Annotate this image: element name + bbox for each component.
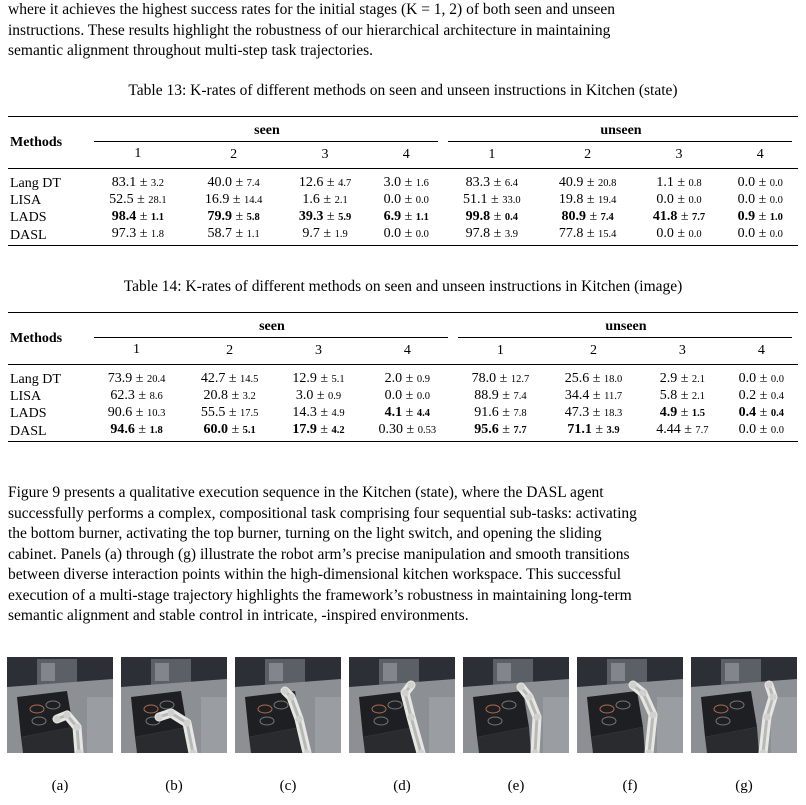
table-cell: 97.8 ± 3.9 — [465, 226, 518, 241]
table-row — [8, 405, 798, 422]
panel-label-a: (a) — [51, 778, 69, 794]
table-cell: 79.9 ± 5.8 — [207, 209, 260, 224]
cell-value: 1.1 — [656, 175, 674, 190]
cell-value: 0.0 — [656, 226, 674, 241]
cell-std: 0.4 — [770, 408, 784, 419]
panel-label-b: (b) — [165, 778, 183, 794]
table-cell: 71.1 ± 3.9 — [567, 422, 620, 437]
cell-value: 0.30 — [378, 422, 404, 437]
table-cell: 9.7 ± 1.9 — [302, 226, 348, 241]
body-line: between diverse interaction points within the high-dimensional kitchen workspace. This successful — [8, 566, 622, 583]
cell-value: 78.0 — [471, 371, 497, 386]
body-line: semantic alignment and stable control in intricate, -inspired environments. — [8, 607, 469, 624]
table-cell: 97.3 ± 1.8 — [111, 226, 165, 241]
cell-value: 90.6 — [107, 405, 133, 420]
table-cell: 0.0 ± 0.0 — [384, 388, 430, 403]
k-header: 1 — [133, 342, 141, 357]
cell-std: 1.5 — [691, 408, 706, 419]
table-cell: 2.0 ± 0.9 — [384, 371, 430, 386]
k-header: 4 — [757, 343, 765, 358]
k-header: 4 — [403, 343, 411, 358]
table-cell: 0.0 ± 0.0 — [656, 192, 702, 207]
table-cell: 4.9 ± 1.5 — [659, 405, 706, 420]
table-cell: 20.8 ± 3.2 — [203, 388, 256, 403]
cell-std: 1.1 — [246, 229, 260, 240]
cell-value: 99.8 — [465, 209, 491, 224]
cell-value: 83.3 — [465, 175, 491, 190]
cell-std: 12.7 — [510, 374, 530, 385]
body-paragraph — [8, 483, 798, 627]
k-header: 1 — [488, 147, 496, 162]
table-cell: 0.30 ± 0.53 — [378, 422, 437, 437]
cell-value: 3.0 — [383, 175, 402, 190]
intro-line: instructions. These results highlight the robustness of our hierarchical architecture in maintaining — [8, 21, 611, 39]
cell-value: 0.9 — [737, 209, 756, 224]
table-cell: 51.1 ± 33.0 — [463, 192, 521, 207]
k-header: 3 — [314, 343, 322, 358]
panel-e-image — [463, 657, 569, 753]
cell-std: 1.0 — [769, 212, 783, 223]
cell-std: 4.7 — [338, 178, 352, 189]
table-cell: 34.4 ± 11.7 — [564, 388, 623, 403]
cell-value: 3.0 — [295, 388, 314, 403]
cell-std: 0.8 — [688, 178, 702, 189]
cell-value: 9.7 — [302, 226, 320, 241]
k-header: 2 — [584, 147, 592, 162]
cell-std: 0.4 — [504, 212, 518, 223]
cell-value: 42.7 — [200, 371, 226, 386]
cell-value: 12.6 — [298, 175, 324, 190]
table-cell: 40.9 ± 20.8 — [558, 175, 617, 190]
table-cell: 2.9 ± 2.1 — [659, 371, 706, 386]
table-cell: 0.0 ± 0.0 — [656, 226, 702, 241]
cell-value: 0.2 — [738, 388, 757, 403]
cell-std: 4.2 — [331, 425, 345, 436]
cell-value: 0.0 — [383, 192, 402, 207]
cell-std: 1.8 — [150, 229, 165, 240]
table-cell: 4.1 ± 4.4 — [384, 405, 430, 420]
table-row — [8, 422, 798, 442]
table-cell: 60.0 ± 5.1 — [203, 422, 256, 437]
cell-std: 7.7 — [695, 425, 709, 436]
table-row — [8, 226, 798, 246]
body-line: Figure 9 presents a qualitative execution sequence in the Kitchen (state), where the DASL agent — [8, 484, 604, 501]
table-cell: 16.9 ± 14.4 — [204, 192, 263, 207]
cell-value: 88.9 — [474, 388, 499, 403]
table-cell: 78.0 ± 12.7 — [471, 371, 530, 386]
method-name: LADS — [10, 405, 47, 421]
table-13-caption: Table 13: K-rates of different methods on seen and unseen instructions in Kitchen (state) — [128, 82, 678, 99]
panel-f-image — [577, 657, 683, 753]
cell-std: 20.8 — [598, 178, 617, 189]
k-header: 4 — [756, 147, 764, 162]
table-cell: 55.5 ± 17.5 — [200, 405, 259, 420]
group-header-seen: seen — [90, 117, 444, 143]
table-cell: 0.2 ± 0.4 — [738, 388, 784, 403]
cell-std: 0.0 — [769, 229, 783, 240]
table-cell: 14.3 ± 4.9 — [292, 405, 345, 420]
cell-value: 77.8 — [558, 226, 584, 241]
table-cell: 19.8 ± 19.4 — [558, 192, 617, 207]
cell-std: 0.0 — [415, 229, 429, 240]
cell-std: 7.4 — [513, 391, 527, 402]
table-cell: 83.3 ± 6.4 — [465, 175, 518, 190]
table-cell: 98.4 ± 1.1 — [111, 209, 165, 224]
k-header: 3 — [678, 343, 686, 358]
table-cell: 0.0 ± 0.0 — [737, 175, 783, 190]
cell-std: 5.9 — [338, 212, 352, 223]
panel-b-image — [121, 657, 227, 753]
table-cell: 40.0 ± 7.4 — [207, 175, 260, 190]
panel-label-e: (e) — [507, 778, 525, 794]
table-14 — [8, 312, 798, 442]
methods-header: Methods — [8, 117, 90, 169]
cell-value: 16.9 — [204, 192, 230, 207]
cell-std: 2.1 — [691, 374, 706, 385]
table-cell: 0.0 ± 0.0 — [737, 192, 783, 207]
cell-std: 0.0 — [769, 178, 783, 189]
cell-std: 1.9 — [334, 229, 348, 240]
panel-g-image — [691, 657, 797, 753]
cell-std: 0.53 — [417, 425, 437, 436]
method-name: Lang DT — [10, 371, 61, 387]
k-header: 2 — [226, 343, 234, 358]
cell-value: 0.0 — [656, 192, 674, 207]
cell-value: 58.7 — [207, 226, 232, 241]
cell-value: 51.1 — [463, 192, 488, 207]
table-cell: 99.8 ± 0.4 — [465, 209, 518, 224]
table-cell: 94.6 ± 1.8 — [110, 422, 163, 437]
cell-value: 52.5 — [109, 192, 134, 207]
cell-value: 98.4 — [111, 209, 137, 224]
cell-std: 4.9 — [331, 408, 345, 419]
cell-value: 5.8 — [659, 388, 678, 403]
cell-value: 47.3 — [564, 405, 590, 420]
cell-value: 95.6 — [474, 422, 499, 437]
cell-value: 2.9 — [659, 371, 678, 386]
methods-header: Methods — [8, 313, 90, 365]
panel-d-image — [349, 657, 455, 753]
panel-label-g: (g) — [735, 778, 753, 794]
cell-value: 55.5 — [200, 405, 226, 420]
table-cell: 95.6 ± 7.7 — [474, 422, 527, 437]
cell-std: 5.1 — [242, 425, 256, 436]
cell-value: 97.8 — [465, 226, 491, 241]
cell-std: 0.0 — [688, 229, 702, 240]
table-cell: 17.9 ± 4.2 — [292, 422, 345, 437]
cell-value: 83.1 — [111, 175, 137, 190]
cell-value: 40.0 — [207, 175, 232, 190]
table-cell: 5.8 ± 2.1 — [659, 388, 706, 403]
cell-std: 7.7 — [513, 425, 527, 436]
cell-std: 1.1 — [415, 212, 429, 223]
intro-line: where it achieves the highest success rates for the initial stages (K = 1, 2) of both seen and unseen — [8, 1, 616, 18]
table-cell: 12.9 ± 5.1 — [292, 371, 345, 386]
cell-value: 17.9 — [292, 422, 317, 437]
cell-value: 80.9 — [561, 209, 586, 224]
table-cell: 83.1 ± 3.2 — [111, 175, 165, 190]
panel-label-f: (f) — [622, 778, 638, 794]
panel-label-d: (d) — [393, 778, 411, 794]
cell-value: 6.9 — [383, 209, 402, 224]
table-cell: 0.9 ± 1.0 — [737, 209, 783, 224]
panel-c-image — [235, 657, 341, 753]
cell-std: 1.6 — [415, 178, 429, 189]
table-cell: 88.9 ± 7.4 — [474, 388, 527, 403]
table-cell: 3.0 ± 1.6 — [383, 175, 429, 190]
table-cell: 39.3 ± 5.9 — [298, 209, 352, 224]
k-header: 3 — [321, 147, 329, 162]
cell-value: 25.6 — [564, 371, 590, 386]
table-14-caption: Table 14: K-rates of different methods on seen and unseen instructions in Kitchen (image) — [123, 278, 683, 295]
cell-value: 41.8 — [652, 209, 678, 224]
cell-std: 2.1 — [691, 391, 706, 402]
cell-std: 7.4 — [600, 212, 614, 223]
table-cell: 47.3 ± 18.3 — [564, 405, 623, 420]
cell-value: 71.1 — [567, 422, 592, 437]
table-cell: 91.6 ± 7.8 — [474, 405, 527, 420]
cell-value: 20.8 — [203, 388, 228, 403]
cell-value: 4.44 — [656, 422, 681, 437]
k-header: 2 — [230, 147, 238, 162]
table-row — [8, 365, 798, 389]
cell-value: 40.9 — [558, 175, 584, 190]
method-name: LADS — [10, 209, 47, 225]
cell-value: 91.6 — [474, 405, 499, 420]
cell-value: 34.4 — [564, 388, 590, 403]
k-header: 1 — [496, 343, 504, 358]
table-cell: 12.6 ± 4.7 — [298, 175, 352, 190]
cell-std: 18.0 — [603, 374, 623, 385]
cell-std: 7.8 — [513, 408, 527, 419]
cell-value: 0.0 — [383, 226, 402, 241]
cell-std: 6.4 — [504, 178, 518, 189]
cell-value: 19.8 — [558, 192, 584, 207]
table-cell: 0.0 ± 0.0 — [738, 371, 784, 386]
cell-value: 0.0 — [737, 175, 756, 190]
table-row — [8, 209, 798, 226]
cell-std: 18.3 — [603, 408, 623, 419]
cell-std: 4.4 — [416, 408, 430, 419]
cell-std: 20.4 — [146, 374, 166, 385]
group-header-unseen: unseen — [454, 313, 798, 339]
cell-std: 33.0 — [502, 195, 521, 206]
cell-std: 3.2 — [150, 178, 165, 189]
cell-std: 2.1 — [334, 195, 348, 206]
cell-value: 39.3 — [298, 209, 324, 224]
cell-std: 14.5 — [240, 374, 259, 385]
intro-line: semantic alignment throughout multi-step task trajectories. — [8, 42, 374, 59]
table-cell: 77.8 ± 15.4 — [558, 226, 617, 241]
cell-std: 0.0 — [770, 374, 784, 385]
k-header: 1 — [134, 146, 142, 161]
table-cell: 0.0 ± 0.0 — [383, 226, 429, 241]
group-header-unseen: unseen — [444, 117, 798, 143]
body-line: successfully performs a complex, compositional task comprising four sequential sub-tasks: activating — [8, 504, 637, 522]
cell-std: 3.9 — [606, 425, 620, 436]
cell-std: 3.2 — [242, 391, 256, 402]
cell-value: 1.6 — [302, 192, 320, 207]
cell-value: 0.0 — [738, 371, 757, 386]
cell-value: 2.0 — [384, 371, 403, 386]
cell-std: 0.9 — [416, 374, 430, 385]
cell-std: 5.8 — [246, 212, 260, 223]
method-name: Lang DT — [10, 175, 61, 191]
table-cell: 0.0 ± 0.0 — [738, 422, 784, 437]
cell-value: 12.9 — [292, 371, 317, 386]
table-cell: 4.44 ± 7.7 — [656, 422, 709, 437]
cell-value: 73.9 — [107, 371, 133, 386]
cell-value: 14.3 — [292, 405, 317, 420]
cell-value: 0.0 — [738, 422, 757, 437]
table-cell: 62.3 ± 8.6 — [110, 388, 163, 403]
cell-std: 3.9 — [504, 229, 518, 240]
cell-std: 11.7 — [604, 391, 623, 402]
table-cell: 90.6 ± 10.3 — [107, 405, 166, 420]
method-name: LISA — [10, 192, 42, 208]
group-header-seen: seen — [90, 313, 454, 339]
panel-a-image — [7, 657, 113, 753]
method-name: DASL — [10, 227, 47, 243]
body-line: cabinet. Panels (a) through (g) illustrate the robot arm’s precise manipulation and smooth transitions — [8, 545, 630, 563]
cell-value: 97.3 — [111, 226, 137, 241]
cell-std: 15.4 — [598, 229, 617, 240]
k-header: 4 — [402, 147, 410, 162]
cell-value: 4.9 — [659, 405, 678, 420]
cell-std: 19.4 — [598, 195, 617, 206]
cell-value: 0.0 — [384, 388, 403, 403]
table-cell: 0.4 ± 0.4 — [738, 405, 784, 420]
table-cell: 0.0 ± 0.0 — [383, 192, 429, 207]
body-line: the bottom burner, activating the top burner, turning on the light switch, and opening the sliding — [8, 525, 602, 542]
cell-std: 0.4 — [770, 391, 784, 402]
method-name: DASL — [10, 423, 47, 439]
cell-std: 14.4 — [244, 195, 263, 206]
table-cell: 52.5 ± 28.1 — [109, 192, 167, 207]
cell-value: 60.0 — [203, 422, 228, 437]
cell-value: 0.0 — [737, 226, 756, 241]
cell-std: 7.4 — [246, 178, 260, 189]
cell-std: 5.1 — [331, 374, 345, 385]
cell-std: 10.3 — [146, 408, 166, 419]
cell-value: 62.3 — [110, 388, 135, 403]
table-row — [8, 388, 798, 405]
table-cell: 0.0 ± 0.0 — [737, 226, 783, 241]
cell-std: 0.0 — [769, 195, 783, 206]
table-cell: 3.0 ± 0.9 — [295, 388, 342, 403]
table-cell: 73.9 ± 20.4 — [107, 371, 166, 386]
cell-std: 8.6 — [149, 391, 163, 402]
method-name: LISA — [10, 388, 42, 404]
cell-std: 1.1 — [150, 212, 165, 223]
table-cell: 58.7 ± 1.1 — [207, 226, 260, 241]
cell-value: 94.6 — [110, 422, 135, 437]
table-cell: 80.9 ± 7.4 — [561, 209, 614, 224]
table-cell: 42.7 ± 14.5 — [200, 371, 259, 386]
cell-std: 1.8 — [149, 425, 163, 436]
cell-std: 7.7 — [692, 212, 706, 223]
table-cell: 6.9 ± 1.1 — [383, 209, 429, 224]
body-line: execution of a multi-stage trajectory highlights the framework’s robustness in maintaining long-term — [8, 586, 632, 604]
cell-std: 17.5 — [240, 408, 259, 419]
table-cell: 1.1 ± 0.8 — [656, 175, 702, 190]
table-cell: 25.6 ± 18.0 — [564, 371, 623, 386]
cell-std: 28.1 — [148, 195, 167, 206]
cell-std: 0.0 — [416, 391, 430, 402]
table-row — [8, 192, 798, 209]
cell-value: 0.0 — [737, 192, 756, 207]
table-cell: 41.8 ± 7.7 — [652, 209, 706, 224]
cell-std: 0.0 — [770, 425, 784, 436]
cell-std: 0.0 — [688, 195, 702, 206]
table-cell: 1.6 ± 2.1 — [302, 192, 348, 207]
table-row — [8, 169, 798, 193]
cell-std: 0.0 — [415, 195, 429, 206]
intro-paragraph — [8, 0, 798, 62]
panel-label-c: (c) — [279, 778, 297, 794]
k-header: 2 — [590, 343, 598, 358]
k-header: 3 — [675, 147, 683, 162]
cell-value: 4.1 — [384, 405, 403, 420]
cell-value: 0.4 — [738, 405, 757, 420]
table-13 — [8, 116, 798, 246]
figure-9-panels — [7, 657, 799, 753]
cell-std: 0.9 — [328, 391, 342, 402]
cell-value: 79.9 — [207, 209, 232, 224]
